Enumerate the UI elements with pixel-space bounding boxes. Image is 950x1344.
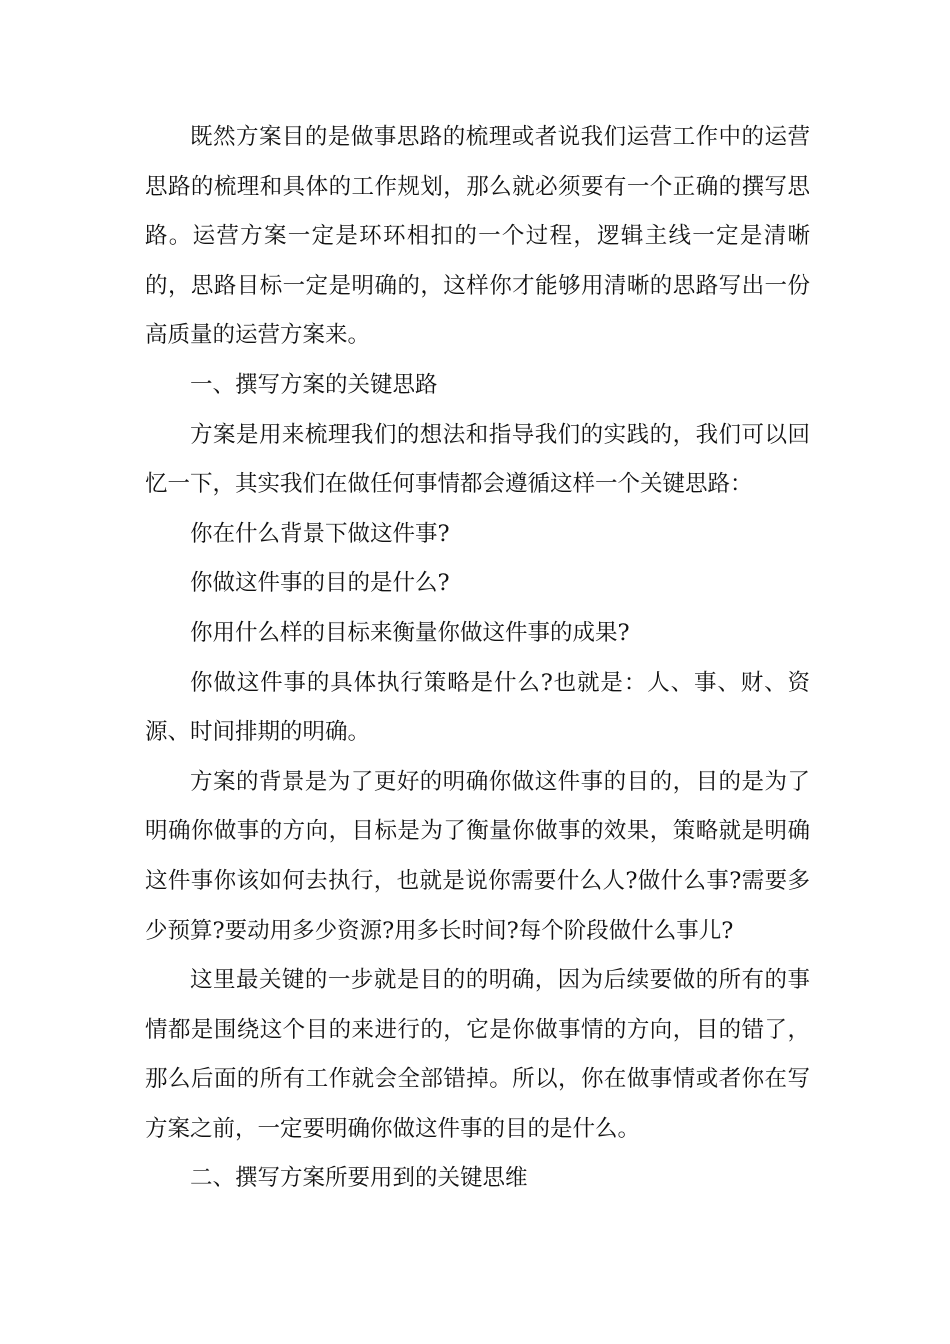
section-heading-1: 一、撰写方案的关键思路 [190, 371, 438, 398]
key-step-paragraph: 这里最关键的一步就是目的的明确，因为后续要做的所有的事情都是围绕这个目的来进行的，它是你做事情的方向，目的错了，那么后面的所有工作就会全部错掉。所以，你在做事情或者你在写方案之前，一定要明确你做这件事的目的是什么。 [145, 967, 810, 1142]
intro-paragraph: 既然方案目的是做事思路的梳理或者说我们运营工作中的运营思路的梳理和具体的工作规划，那么就必须要有一个正确的撰写思路。运营方案一定是环环相扣的一个过程，逻辑主线一定是清晰的，思路目标一定是明确的，这样你才能够用清晰的思路写出一份高质量的运营方案来。 [145, 124, 810, 349]
explanation-paragraph: 方案的背景是为了更好的明确你做这件事的目的，目的是为了明确你做事的方向，目标是为了衡量你做事的效果，策略就是明确这件事你该如何去执行，也就是说你需要什么人?做什么事?需要多少预算?要动用多少资源?用多长时间?每个阶段做什么事儿? [145, 768, 810, 944]
question-strategy: 你做这件事的具体执行策略是什么?也就是：人、事、财、资源、时间排期的明确。 [145, 669, 810, 746]
question-goal: 你用什么样的目标来衡量你做这件事的成果? [190, 619, 630, 646]
section-heading-2: 二、撰写方案所要用到的关键思维 [190, 1165, 528, 1192]
key-approach-paragraph: 方案是用来梳理我们的想法和指导我们的实践的，我们可以回忆一下，其实我们在做任何事情都会遵循这样一个关键思路： [145, 421, 810, 498]
document-body [145, 113, 810, 1204]
question-purpose: 你做这件事的目的是什么? [190, 570, 450, 597]
question-background: 你在什么背景下做这件事? [190, 520, 450, 547]
